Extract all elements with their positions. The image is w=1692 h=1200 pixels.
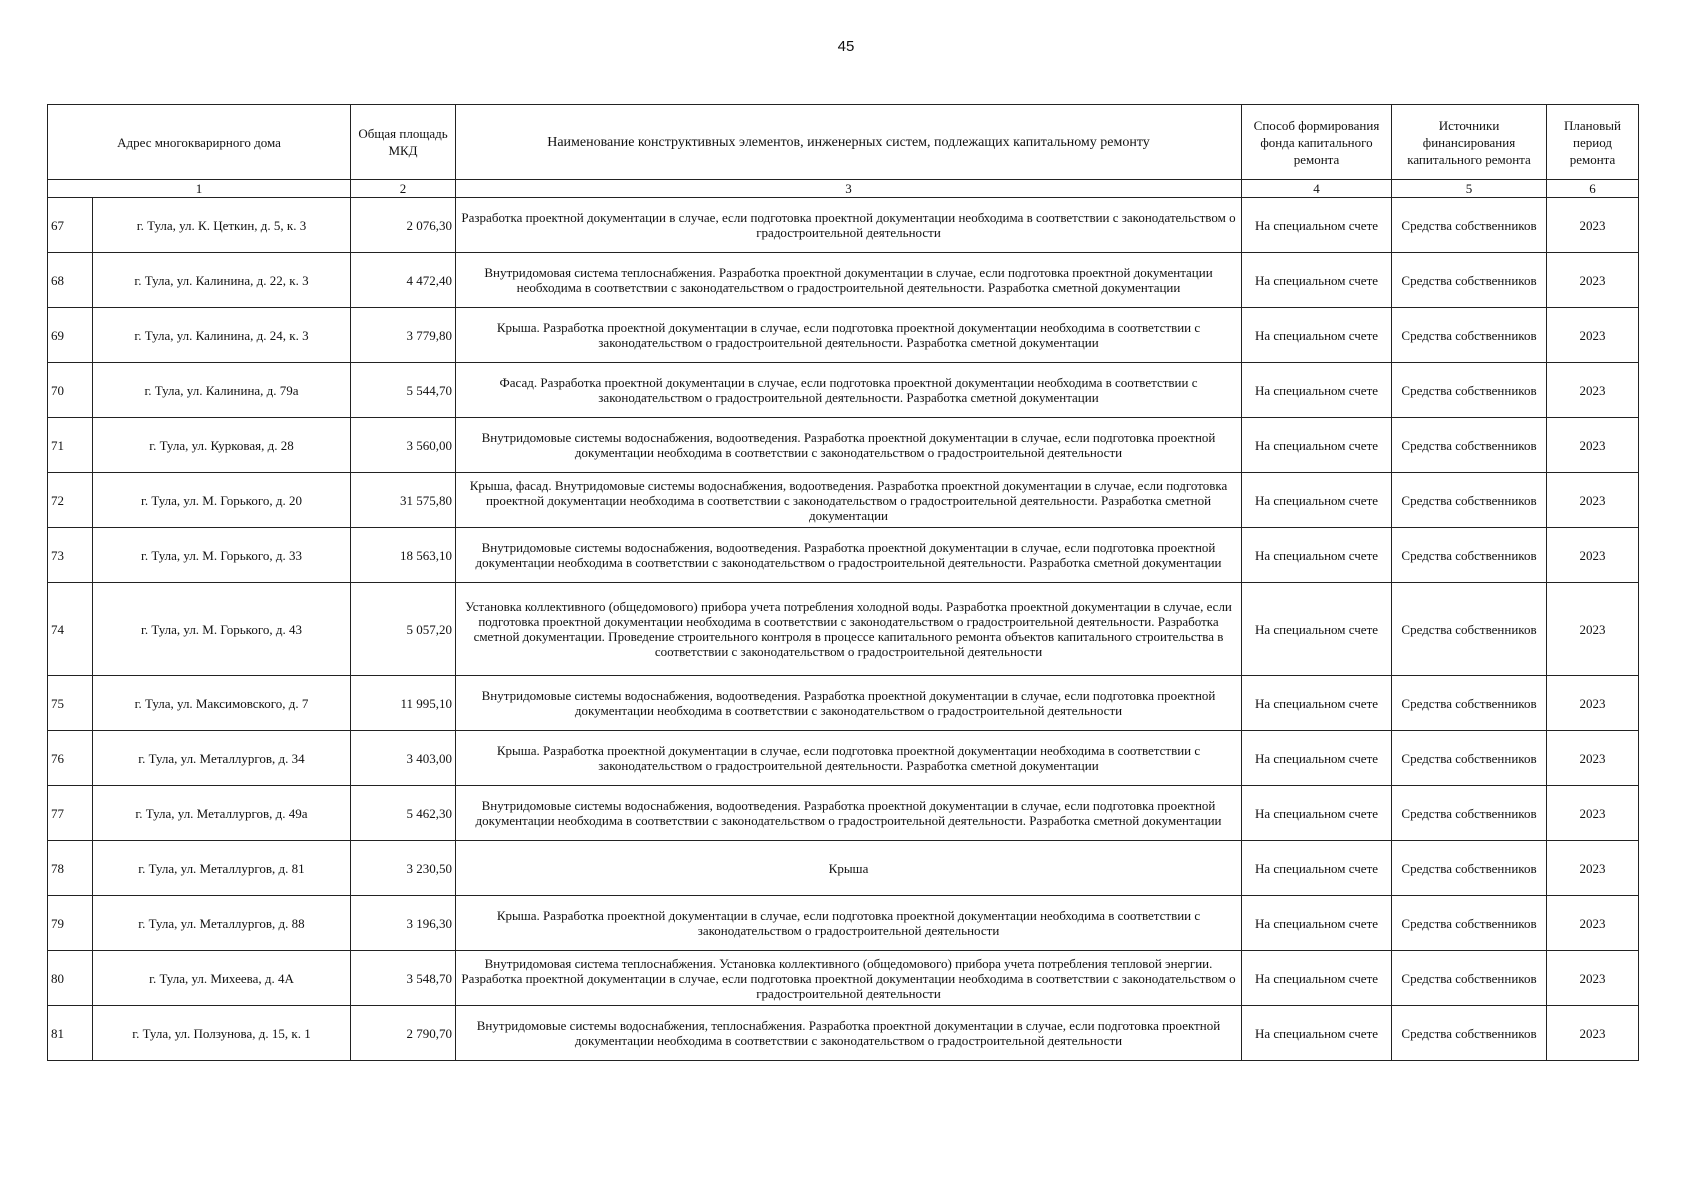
table-row bbox=[48, 363, 1639, 418]
source-cell: Средства собственников bbox=[1392, 528, 1547, 583]
address-cell: г. Тула, ул. Металлургов, д. 49а bbox=[93, 786, 351, 841]
area-cell: 18 563,10 bbox=[351, 528, 456, 583]
address-cell: г. Тула, ул. М. Горького, д. 43 bbox=[93, 583, 351, 676]
row-number: 75 bbox=[48, 676, 93, 731]
source-cell: Средства собственников bbox=[1392, 841, 1547, 896]
address-cell: г. Тула, ул. Максимовского, д. 7 bbox=[93, 676, 351, 731]
description-cell: Крыша bbox=[456, 841, 1242, 896]
source-cell: Средства собственников bbox=[1392, 198, 1547, 253]
source-cell: Средства собственников bbox=[1392, 473, 1547, 528]
row-number: 77 bbox=[48, 786, 93, 841]
area-cell: 11 995,10 bbox=[351, 676, 456, 731]
area-cell: 5 544,70 bbox=[351, 363, 456, 418]
column-number: 1 bbox=[48, 180, 351, 198]
table-row bbox=[48, 308, 1639, 363]
method-cell: На специальном счете bbox=[1242, 731, 1392, 786]
address-cell: г. Тула, ул. Михеева, д. 4А bbox=[93, 951, 351, 1006]
row-number: 79 bbox=[48, 896, 93, 951]
year-cell: 2023 bbox=[1547, 676, 1639, 731]
table-row bbox=[48, 253, 1639, 308]
table-row bbox=[48, 896, 1639, 951]
method-cell: На специальном счете bbox=[1242, 308, 1392, 363]
header-elements: Наименование конструктивных элементов, инженерных систем, подлежащих капитальному ремонту bbox=[456, 105, 1242, 180]
year-cell: 2023 bbox=[1547, 1006, 1639, 1061]
method-cell: На специальном счете bbox=[1242, 528, 1392, 583]
area-cell: 3 548,70 bbox=[351, 951, 456, 1006]
row-number: 78 bbox=[48, 841, 93, 896]
table-row bbox=[48, 786, 1639, 841]
source-cell: Средства собственников bbox=[1392, 418, 1547, 473]
area-cell: 4 472,40 bbox=[351, 253, 456, 308]
method-cell: На специальном счете bbox=[1242, 418, 1392, 473]
row-number: 80 bbox=[48, 951, 93, 1006]
method-cell: На специальном счете bbox=[1242, 676, 1392, 731]
year-cell: 2023 bbox=[1547, 363, 1639, 418]
header-source: Источники финансирования капитального ремонта bbox=[1392, 105, 1547, 180]
description-cell: Внутридомовые системы водоснабжения, водоотведения. Разработка проектной документации в случае, если подготовка проектной документации необходима в соответствии с законодательством о градостроительной деятельности. Разработка сметной документации bbox=[456, 786, 1242, 841]
method-cell: На специальном счете bbox=[1242, 583, 1392, 676]
address-cell: г. Тула, ул. К. Цеткин, д. 5, к. 3 bbox=[93, 198, 351, 253]
table-row bbox=[48, 841, 1639, 896]
row-number: 73 bbox=[48, 528, 93, 583]
table-row bbox=[48, 528, 1639, 583]
method-cell: На специальном счете bbox=[1242, 1006, 1392, 1061]
area-cell: 3 560,00 bbox=[351, 418, 456, 473]
source-cell: Средства собственников bbox=[1392, 676, 1547, 731]
description-cell: Внутридомовые системы водоснабжения, теплоснабжения. Разработка проектной документации в случае, если подготовка проектной документации необходима в соответствии с законодательством о градостроительной деятельности bbox=[456, 1006, 1242, 1061]
row-number: 72 bbox=[48, 473, 93, 528]
year-cell: 2023 bbox=[1547, 786, 1639, 841]
description-cell: Внутридомовые системы водоснабжения, водоотведения. Разработка проектной документации в случае, если подготовка проектной документации необходима в соответствии с законодательством о градостроительной деятельности bbox=[456, 418, 1242, 473]
method-cell: На специальном счете bbox=[1242, 786, 1392, 841]
method-cell: На специальном счете bbox=[1242, 198, 1392, 253]
row-number: 74 bbox=[48, 583, 93, 676]
column-number: 6 bbox=[1547, 180, 1639, 198]
year-cell: 2023 bbox=[1547, 841, 1639, 896]
table-row bbox=[48, 731, 1639, 786]
column-number: 3 bbox=[456, 180, 1242, 198]
description-cell: Внутридомовая система теплоснабжения. Установка коллективного (общедомового) прибора учета потребления тепловой энергии. Разработка проектной документации в случае, если подготовка проектной документации необходима в соответствии с законодательством о градостроительной деятельности bbox=[456, 951, 1242, 1006]
method-cell: На специальном счете bbox=[1242, 841, 1392, 896]
address-cell: г. Тула, ул. М. Горького, д. 33 bbox=[93, 528, 351, 583]
table-header-row bbox=[48, 105, 1639, 180]
method-cell: На специальном счете bbox=[1242, 951, 1392, 1006]
table-row bbox=[48, 583, 1639, 676]
source-cell: Средства собственников bbox=[1392, 951, 1547, 1006]
description-cell: Крыша. Разработка проектной документации в случае, если подготовка проектной документации необходима в соответствии с законодательством о градостроительной деятельности bbox=[456, 896, 1242, 951]
column-number: 5 bbox=[1392, 180, 1547, 198]
row-number: 70 bbox=[48, 363, 93, 418]
address-cell: г. Тула, ул. Ползунова, д. 15, к. 1 bbox=[93, 1006, 351, 1061]
column-number: 2 bbox=[351, 180, 456, 198]
table-row bbox=[48, 473, 1639, 528]
row-number: 68 bbox=[48, 253, 93, 308]
year-cell: 2023 bbox=[1547, 253, 1639, 308]
source-cell: Средства собственников bbox=[1392, 731, 1547, 786]
year-cell: 2023 bbox=[1547, 418, 1639, 473]
table-body bbox=[48, 198, 1639, 1061]
address-cell: г. Тула, ул. Металлургов, д. 34 bbox=[93, 731, 351, 786]
page-number: 45 bbox=[837, 38, 855, 55]
description-cell: Фасад. Разработка проектной документации в случае, если подготовка проектной документации необходима в соответствии с законодательством о градостроительной деятельности. Разработка сметной документации bbox=[456, 363, 1242, 418]
year-cell: 2023 bbox=[1547, 528, 1639, 583]
area-cell: 5 057,20 bbox=[351, 583, 456, 676]
row-number: 76 bbox=[48, 731, 93, 786]
description-cell: Крыша, фасад. Внутридомовые системы водоснабжения, водоотведения. Разработка проектной документации в случае, если подготовка проектной документации необходима в соответствии с законодательством о градостроительной деятельности. Разработка сметной документации bbox=[456, 473, 1242, 528]
description-cell: Разработка проектной документации в случае, если подготовка проектной документации необходима в соответствии с законодательством о градостроительной деятельности bbox=[456, 198, 1242, 253]
address-cell: г. Тула, ул. Металлургов, д. 88 bbox=[93, 896, 351, 951]
source-cell: Средства собственников bbox=[1392, 583, 1547, 676]
header-area: Общая площадь МКД bbox=[351, 105, 456, 180]
year-cell: 2023 bbox=[1547, 583, 1639, 676]
method-cell: На специальном счете bbox=[1242, 896, 1392, 951]
year-cell: 2023 bbox=[1547, 951, 1639, 1006]
description-cell: Установка коллективного (общедомового) прибора учета потребления холодной воды. Разработка проектной документации в случае, если подготовка проектной документации необходима в соответствии с законодательством о градостроительной деятельности. Разработка сметной документации. Проведение строительного контроля в процессе капитального ремонта объектов капитального строительства в соответствии с законодательством о градостроительной деятельности bbox=[456, 583, 1242, 676]
header-address: Адрес многокварирного дома bbox=[48, 105, 351, 180]
source-cell: Средства собственников bbox=[1392, 363, 1547, 418]
header-period: Плановый период ремонта bbox=[1547, 105, 1639, 180]
row-number: 67 bbox=[48, 198, 93, 253]
description-cell: Внутридомовые системы водоснабжения, водоотведения. Разработка проектной документации в случае, если подготовка проектной документации необходима в соответствии с законодательством о градостроительной деятельности. Разработка сметной документации bbox=[456, 528, 1242, 583]
repair-plan-table bbox=[47, 104, 1639, 1061]
year-cell: 2023 bbox=[1547, 731, 1639, 786]
source-cell: Средства собственников bbox=[1392, 786, 1547, 841]
description-cell: Крыша. Разработка проектной документации в случае, если подготовка проектной документации необходима в соответствии с законодательством о градостроительной деятельности. Разработка сметной документации bbox=[456, 731, 1242, 786]
table-row bbox=[48, 951, 1639, 1006]
row-number: 69 bbox=[48, 308, 93, 363]
area-cell: 3 779,80 bbox=[351, 308, 456, 363]
area-cell: 31 575,80 bbox=[351, 473, 456, 528]
source-cell: Средства собственников bbox=[1392, 1006, 1547, 1061]
source-cell: Средства собственников bbox=[1392, 308, 1547, 363]
source-cell: Средства собственников bbox=[1392, 896, 1547, 951]
source-cell: Средства собственников bbox=[1392, 253, 1547, 308]
year-cell: 2023 bbox=[1547, 308, 1639, 363]
table-row bbox=[48, 676, 1639, 731]
description-cell: Внутридомовая система теплоснабжения. Разработка проектной документации в случае, если подготовка проектной документации необходима в соответствии с законодательством о градостроительной деятельности. Разработка сметной документации bbox=[456, 253, 1242, 308]
method-cell: На специальном счете bbox=[1242, 363, 1392, 418]
area-cell: 3 196,30 bbox=[351, 896, 456, 951]
description-cell: Крыша. Разработка проектной документации в случае, если подготовка проектной документации необходима в соответствии с законодательством о градостроительной деятельности. Разработка сметной документации bbox=[456, 308, 1242, 363]
address-cell: г. Тула, ул. Курковая, д. 28 bbox=[93, 418, 351, 473]
table-row bbox=[48, 198, 1639, 253]
address-cell: г. Тула, ул. Калинина, д. 24, к. 3 bbox=[93, 308, 351, 363]
row-number: 71 bbox=[48, 418, 93, 473]
year-cell: 2023 bbox=[1547, 198, 1639, 253]
table-row bbox=[48, 418, 1639, 473]
address-cell: г. Тула, ул. Металлургов, д. 81 bbox=[93, 841, 351, 896]
address-cell: г. Тула, ул. Калинина, д. 22, к. 3 bbox=[93, 253, 351, 308]
description-cell: Внутридомовые системы водоснабжения, водоотведения. Разработка проектной документации в случае, если подготовка проектной документации необходима в соответствии с законодательством о градостроительной деятельности bbox=[456, 676, 1242, 731]
address-cell: г. Тула, ул. Калинина, д. 79а bbox=[93, 363, 351, 418]
year-cell: 2023 bbox=[1547, 896, 1639, 951]
year-cell: 2023 bbox=[1547, 473, 1639, 528]
method-cell: На специальном счете bbox=[1242, 253, 1392, 308]
address-cell: г. Тула, ул. М. Горького, д. 20 bbox=[93, 473, 351, 528]
column-number: 4 bbox=[1242, 180, 1392, 198]
area-cell: 3 403,00 bbox=[351, 731, 456, 786]
table-row bbox=[48, 1006, 1639, 1061]
row-number: 81 bbox=[48, 1006, 93, 1061]
method-cell: На специальном счете bbox=[1242, 473, 1392, 528]
area-cell: 2 076,30 bbox=[351, 198, 456, 253]
area-cell: 2 790,70 bbox=[351, 1006, 456, 1061]
area-cell: 3 230,50 bbox=[351, 841, 456, 896]
column-numbers-row bbox=[48, 180, 1639, 198]
header-method: Способ формирования фонда капитального ремонта bbox=[1242, 105, 1392, 180]
area-cell: 5 462,30 bbox=[351, 786, 456, 841]
